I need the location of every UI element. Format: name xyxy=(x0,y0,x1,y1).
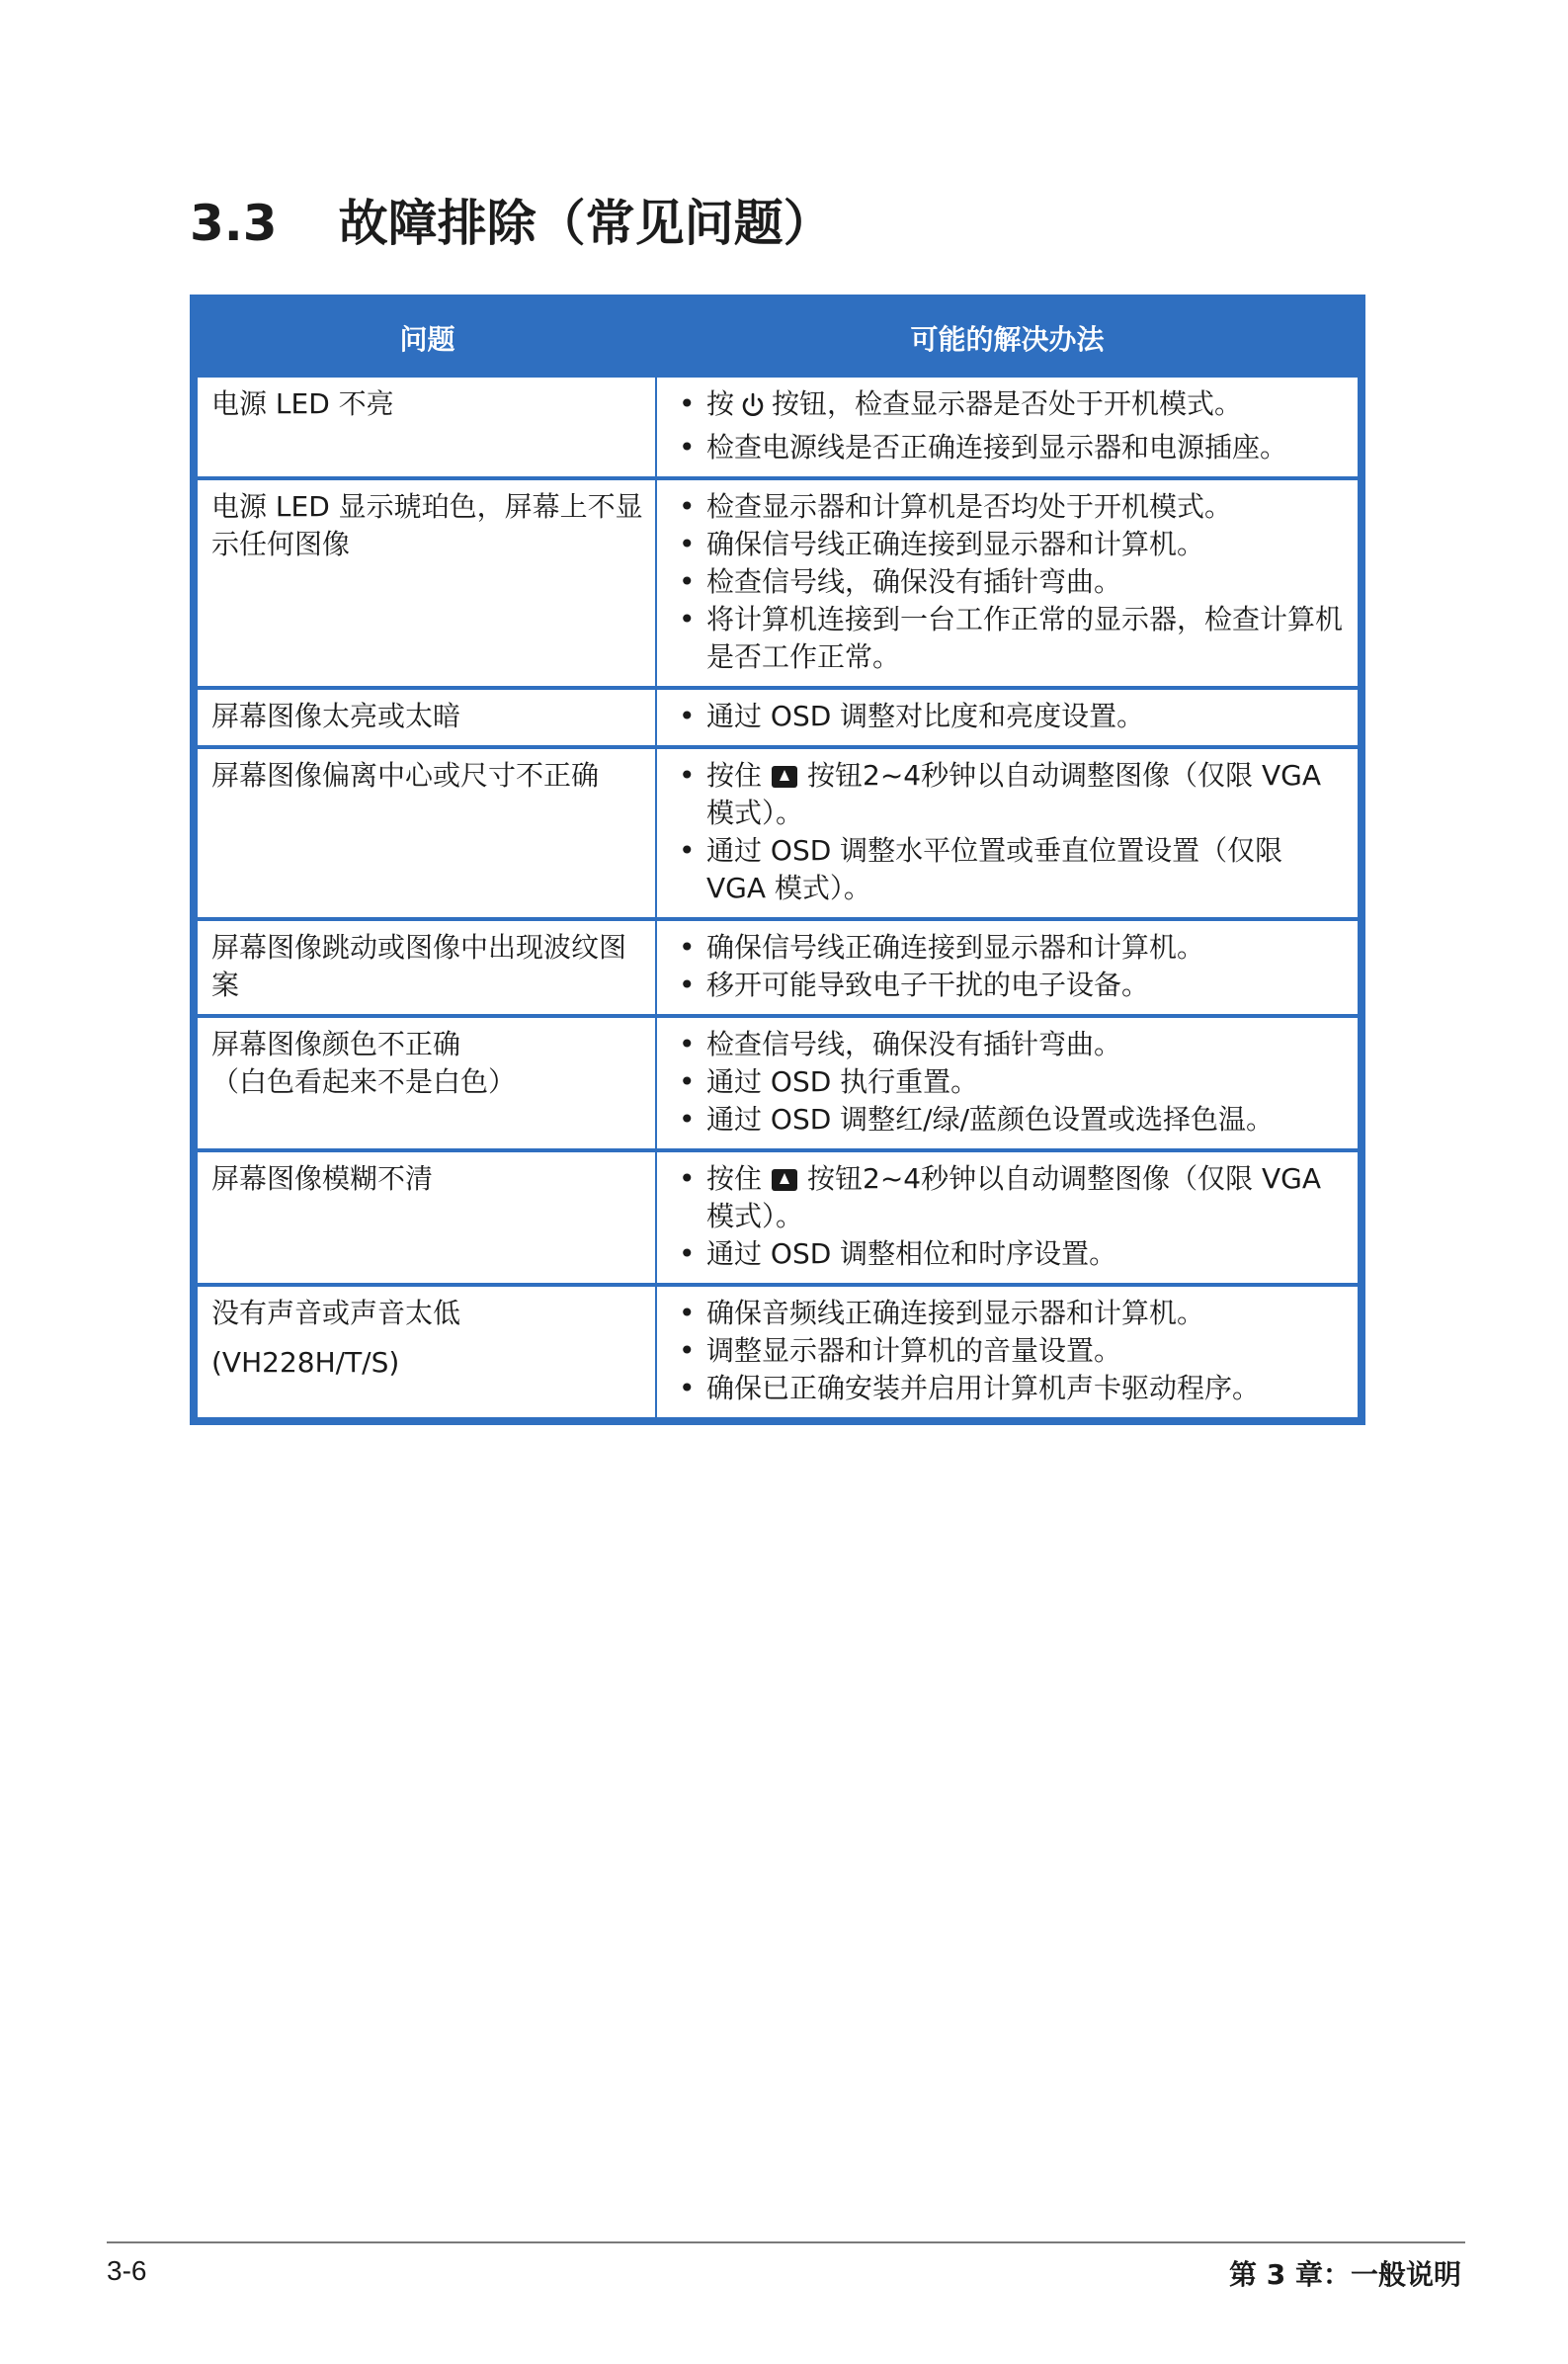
problem-cell xyxy=(198,378,657,476)
solutions-list xyxy=(671,1026,1346,1139)
solutions-list xyxy=(671,1160,1346,1273)
auto-adjust-icon xyxy=(772,1169,797,1191)
solution-text: 检查信号线，确保没有插针弯曲。 xyxy=(706,565,1122,598)
solution-text: 通过 OSD 调整红/绿/蓝颜色设置或选择色温。 xyxy=(706,1103,1275,1136)
solution-text-before: 按住 xyxy=(706,759,763,792)
table-row xyxy=(198,1018,1358,1148)
solution-text: 检查显示器和计算机是否均处于开机模式。 xyxy=(706,490,1233,523)
table-row xyxy=(198,1287,1358,1417)
solutions-list xyxy=(671,929,1346,1004)
problem-text: 屏幕图像颜色不正确 xyxy=(211,1028,461,1060)
solution-text: 确保信号线正确连接到显示器和计算机。 xyxy=(706,528,1205,560)
problem-text: 电源 LED 不亮 xyxy=(211,387,394,420)
solution-item xyxy=(671,1026,1346,1063)
problem-text: 电源 LED 显示琥珀色，屏幕上不显示任何图像 xyxy=(211,490,643,560)
solution-text: 通过 OSD 调整对比度和亮度设置。 xyxy=(706,700,1145,732)
solution-text: 通过 OSD 调整水平位置或垂直位置设置（仅限 VGA 模式）。 xyxy=(706,834,1283,904)
solution-item xyxy=(671,1370,1346,1407)
solution-text: 移开可能导致电子干扰的电子设备。 xyxy=(706,969,1150,1001)
table-row xyxy=(198,749,1358,917)
problem-note: (VH228H/T/S) xyxy=(211,1346,400,1379)
solution-text-after: 按钮2~4秒钟以自动调整图像（仅限 VGA 模式）。 xyxy=(706,759,1322,829)
footer-divider xyxy=(107,2241,1465,2243)
solution-text-after: 按钮2~4秒钟以自动调整图像（仅限 VGA 模式）。 xyxy=(706,1162,1322,1232)
solutions-cell xyxy=(657,1287,1358,1417)
solution-item xyxy=(671,488,1346,526)
solution-text: 确保已正确安装并启用计算机声卡驱动程序。 xyxy=(706,1372,1261,1404)
solution-item xyxy=(671,929,1346,967)
solution-item xyxy=(671,563,1346,601)
problem-text: 屏幕图像模糊不清 xyxy=(211,1162,434,1195)
solutions-cell xyxy=(657,749,1358,917)
solution-text: 确保信号线正确连接到显示器和计算机。 xyxy=(706,931,1205,964)
solution-item xyxy=(671,526,1346,563)
solution-text-after: 按钮，检查显示器是否处于开机模式。 xyxy=(772,387,1243,420)
solutions-cell xyxy=(657,921,1358,1014)
problem-text: 没有声音或声音太低 xyxy=(211,1297,461,1329)
solution-text-before: 按住 xyxy=(706,1162,763,1195)
power-icon xyxy=(740,391,766,429)
solution-item xyxy=(671,832,1346,907)
solution-text: 检查信号线，确保没有插针弯曲。 xyxy=(706,1028,1122,1060)
solutions-list xyxy=(671,1295,1346,1407)
header-solutions: 可能的解决办法 xyxy=(657,302,1358,374)
header-problem: 问题 xyxy=(198,302,657,374)
problem-note: （白色看起来不是白色） xyxy=(211,1065,517,1098)
troubleshooting-table xyxy=(190,295,1365,1425)
solution-item xyxy=(671,1063,1346,1101)
solution-item xyxy=(671,1160,1346,1235)
solutions-list xyxy=(671,757,1346,907)
problem-text: 屏幕图像偏离中心或尺寸不正确 xyxy=(211,759,600,792)
solutions-cell xyxy=(657,480,1358,686)
auto-adjust-icon xyxy=(772,766,797,788)
solution-item xyxy=(671,385,1346,429)
solutions-list xyxy=(671,698,1346,735)
section-heading: 故障排除（常见问题） xyxy=(338,195,833,252)
problem-text: 屏幕图像跳动或图像中出现波纹图案 xyxy=(211,931,627,1001)
problem-text: 屏幕图像太亮或太暗 xyxy=(211,700,461,732)
table-row xyxy=(198,690,1358,745)
problem-cell xyxy=(198,749,657,917)
solution-text: 确保音频线正确连接到显示器和计算机。 xyxy=(706,1297,1205,1329)
problem-cell xyxy=(198,480,657,686)
page-number: 3-6 xyxy=(107,2255,147,2286)
solution-item xyxy=(671,1295,1346,1332)
table-row xyxy=(198,480,1358,686)
problem-cell xyxy=(198,1152,657,1283)
problem-cell xyxy=(198,1287,657,1417)
solution-text: 将计算机连接到一台工作正常的显示器，检查计算机是否工作正常。 xyxy=(706,603,1344,673)
solution-text: 调整显示器和计算机的音量设置。 xyxy=(706,1334,1122,1367)
problem-cell xyxy=(198,1018,657,1148)
solution-item xyxy=(671,429,1346,466)
solutions-cell xyxy=(657,690,1358,745)
solution-item xyxy=(671,698,1346,735)
solutions-list xyxy=(671,488,1346,676)
solution-text: 通过 OSD 调整相位和时序设置。 xyxy=(706,1237,1117,1270)
solutions-cell xyxy=(657,378,1358,476)
solution-item xyxy=(671,1235,1346,1273)
solutions-list xyxy=(671,385,1346,466)
solution-item xyxy=(671,601,1346,676)
table-header-row xyxy=(198,302,1358,374)
solution-item xyxy=(671,1332,1346,1370)
section-number: 3.3 xyxy=(190,195,278,252)
solution-item xyxy=(671,757,1346,832)
table-row xyxy=(198,1152,1358,1283)
section-title xyxy=(190,184,833,255)
problem-cell xyxy=(198,921,657,1014)
chapter-label: 第 3 章：一般说明 xyxy=(1229,2258,1461,2291)
table-row xyxy=(198,921,1358,1014)
solutions-cell xyxy=(657,1152,1358,1283)
solution-text-before: 按 xyxy=(706,387,735,420)
solution-text: 通过 OSD 执行重置。 xyxy=(706,1065,979,1098)
solution-item xyxy=(671,967,1346,1004)
solutions-cell xyxy=(657,1018,1358,1148)
solution-text: 检查电源线是否正确连接到显示器和电源插座。 xyxy=(706,431,1288,464)
solution-item xyxy=(671,1101,1346,1139)
problem-cell xyxy=(198,690,657,745)
table-row xyxy=(198,378,1358,476)
